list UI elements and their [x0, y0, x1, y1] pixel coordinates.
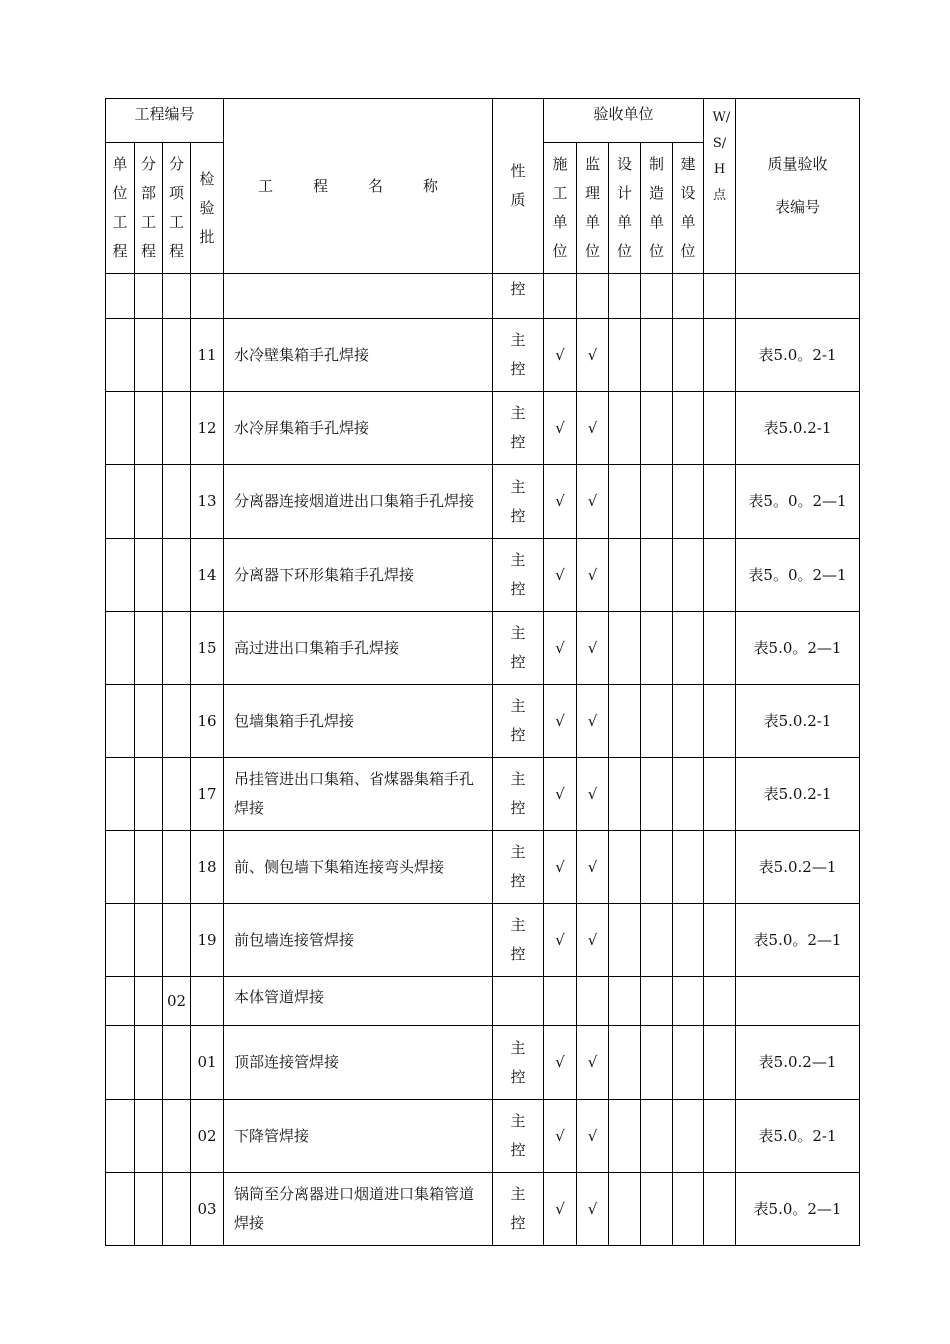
row-lot: 17 — [191, 758, 224, 831]
row-subitem-name: 本体管道焊接 — [224, 977, 493, 1026]
row-name: 包墙集箱手孔焊接 — [224, 685, 493, 758]
row-lot: 13 — [191, 465, 224, 539]
row-nature: 控 — [493, 274, 544, 319]
check-supervision: √ — [577, 319, 609, 392]
row-nature: 主控 — [493, 392, 544, 465]
row-form: 表5.0.2-1 — [736, 392, 860, 465]
row-name: 前包墙连接管焊接 — [224, 904, 493, 977]
header-whs: W/S/H点 — [704, 99, 736, 274]
check-construction: √ — [544, 1026, 577, 1100]
row-name: 下降管焊接 — [224, 1100, 493, 1173]
check-supervision: √ — [577, 539, 609, 612]
row-form: 表5。0。2—1 — [736, 539, 860, 612]
row-lot: 15 — [191, 612, 224, 685]
table-row-subitem — [106, 977, 860, 1026]
check-construction: √ — [544, 1173, 577, 1246]
header-sub-item: 分项工程 — [163, 143, 191, 274]
table-row — [106, 612, 860, 685]
check-construction: √ — [544, 685, 577, 758]
header-form-no: 质量验收表编号 — [736, 99, 860, 274]
header-construction: 施工单位 — [544, 143, 577, 274]
table-row — [106, 685, 860, 758]
header-project-no: 工程编号 — [106, 99, 224, 143]
row-lot: 11 — [191, 319, 224, 392]
check-construction: √ — [544, 904, 577, 977]
row-name: 分离器下环形集箱手孔焊接 — [224, 539, 493, 612]
row-nature: 主控 — [493, 612, 544, 685]
table-row — [106, 831, 860, 904]
header-sub-part: 分部工程 — [135, 143, 163, 274]
row-nature: 主控 — [493, 685, 544, 758]
check-supervision: √ — [577, 758, 609, 831]
table-row — [106, 319, 860, 392]
row-nature: 主控 — [493, 1100, 544, 1173]
check-supervision: √ — [577, 904, 609, 977]
row-name: 水冷屏集箱手孔焊接 — [224, 392, 493, 465]
check-construction: √ — [544, 612, 577, 685]
check-supervision: √ — [577, 1173, 609, 1246]
header-unit-project: 单位工程 — [106, 143, 135, 274]
table-row — [106, 392, 860, 465]
row-lot: 16 — [191, 685, 224, 758]
row-nature: 主控 — [493, 758, 544, 831]
row-lot: 12 — [191, 392, 224, 465]
row-nature: 主控 — [493, 1026, 544, 1100]
check-supervision: √ — [577, 685, 609, 758]
row-nature: 主控 — [493, 831, 544, 904]
header-manufacture: 制造单位 — [641, 143, 673, 274]
check-supervision: √ — [577, 1026, 609, 1100]
header-design: 设计单位 — [609, 143, 641, 274]
table-row — [106, 465, 860, 539]
check-construction: √ — [544, 1100, 577, 1173]
check-construction: √ — [544, 831, 577, 904]
table-row — [106, 758, 860, 831]
row-form: 表5.0。2-1 — [736, 1100, 860, 1173]
row-name: 顶部连接管焊接 — [224, 1026, 493, 1100]
row-form: 表5.0。2-1 — [736, 319, 860, 392]
check-construction: √ — [544, 758, 577, 831]
row-lot: 02 — [191, 1100, 224, 1173]
check-supervision: √ — [577, 465, 609, 539]
row-lot: 18 — [191, 831, 224, 904]
row-form: 表5.0.2-1 — [736, 758, 860, 831]
table-row — [106, 539, 860, 612]
row-form: 表5.0.2—1 — [736, 1026, 860, 1100]
check-construction: √ — [544, 392, 577, 465]
row-nature: 主控 — [493, 539, 544, 612]
row-form: 表5.0.2—1 — [736, 831, 860, 904]
row-lot: 19 — [191, 904, 224, 977]
row-name: 水冷壁集箱手孔焊接 — [224, 319, 493, 392]
header-inspection-lot: 检验批 — [191, 143, 224, 274]
row-nature: 主控 — [493, 1173, 544, 1246]
table-row-continuation — [106, 274, 860, 319]
table-row — [106, 1026, 860, 1100]
header-supervision: 监理单位 — [577, 143, 609, 274]
check-construction: √ — [544, 465, 577, 539]
row-form: 表5.0.2-1 — [736, 685, 860, 758]
table-row — [106, 1100, 860, 1173]
acceptance-table — [105, 98, 860, 1246]
check-construction: √ — [544, 319, 577, 392]
row-name: 分离器连接烟道进出口集箱手孔焊接 — [224, 465, 493, 539]
row-name: 高过进出口集箱手孔焊接 — [224, 612, 493, 685]
header-owner: 建设单位 — [673, 143, 704, 274]
row-nature: 主控 — [493, 904, 544, 977]
row-name: 锅筒至分离器进口烟道进口集箱管道焊接 — [224, 1173, 493, 1246]
table-row — [106, 904, 860, 977]
row-name: 前、侧包墙下集箱连接弯头焊接 — [224, 831, 493, 904]
row-lot: 03 — [191, 1173, 224, 1246]
row-name: 吊挂管进出口集箱、省煤器集箱手孔焊接 — [224, 758, 493, 831]
row-subitem-no: 02 — [163, 977, 191, 1026]
check-supervision: √ — [577, 392, 609, 465]
row-lot: 01 — [191, 1026, 224, 1100]
row-form: 表5.0。2—1 — [736, 904, 860, 977]
row-form: 表5.0。2—1 — [736, 1173, 860, 1246]
check-supervision: √ — [577, 831, 609, 904]
row-nature: 主控 — [493, 465, 544, 539]
row-form: 表5.0。2—1 — [736, 612, 860, 685]
header-nature: 性质 — [493, 99, 544, 274]
row-nature: 主控 — [493, 319, 544, 392]
table-row — [106, 1173, 860, 1246]
check-supervision: √ — [577, 1100, 609, 1173]
header-project-name: 工程名称 — [224, 99, 493, 274]
header-acceptance-units: 验收单位 — [544, 99, 704, 143]
check-construction: √ — [544, 539, 577, 612]
check-supervision: √ — [577, 612, 609, 685]
row-form: 表5。0。2—1 — [736, 465, 860, 539]
row-lot: 14 — [191, 539, 224, 612]
